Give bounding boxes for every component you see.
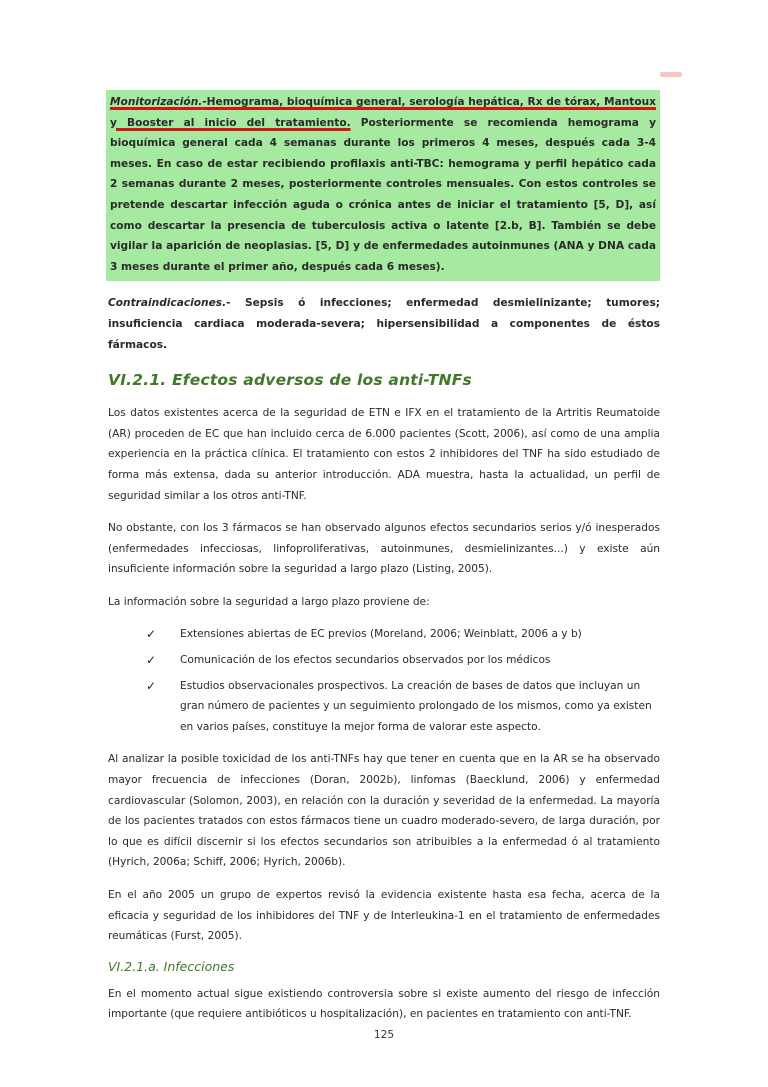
- monitoring-paragraph: [110, 92, 656, 277]
- list-item: [146, 650, 660, 671]
- contraindications-text: - Sepsis ó infecciones; enfermedad desmielinizante; tumores; insuficiencia cardiaca moderada-severa; hipersensibilidad a componentes de éstos fármacos.: [108, 297, 660, 351]
- paragraph-toxicity: Al analizar la posible toxicidad de los anti-TNFs hay que tener en cuenta que en la AR se ha observado mayor frecuencia de infecciones (Doran, 2002b), linfomas (Baecklund, 2006) y enfermedad cardiovascular (Solomon, 2003), en relación con la duración y severidad de la enfermedad. La mayoría de los pacientes tratados con estos fármacos tiene un cuadro moderado-severo, de larga duración, por lo que es difícil discernir si los efectos secundarios son atribuibles a la enfermedad ó al tratamiento (Hyrich, 2006a; Schiff, 2006; Hyrich, 2006b).: [108, 753, 660, 869]
- monitoring-highlight-block: [106, 90, 660, 281]
- monitoring-underlined-text: -Hemograma, bioquímica general, serología hepática, Rx de tórax, Mantoux y Booster al inicio del tratamiento.: [110, 96, 656, 129]
- list-item-text: Estudios observacionales prospectivos. La creación de bases de datos que incluyan un gran número de pacientes y un seguimiento prolongado de los mismos, como ya existen en varios países, constituye la mejor forma de valorar este aspecto.: [180, 679, 652, 733]
- document-page: [108, 90, 660, 1037]
- list-item: [146, 624, 660, 645]
- contraindications-paragraph: [108, 293, 660, 355]
- checkmark-icon: ✓: [146, 627, 157, 642]
- checkmark-icon: ✓: [146, 678, 157, 693]
- list-item-text: Extensiones abiertas de EC previos (Moreland, 2006; Weinblatt, 2006 a y b): [180, 628, 582, 641]
- contraindications-term: Contraindicaciones.: [108, 297, 227, 310]
- list-item: [146, 676, 660, 738]
- monitoring-term: Monitorización.: [110, 96, 203, 108]
- paragraph-adverse-effects: No obstante, con los 3 fármacos se han observado algunos efectos secundarios serios y/ó inesperados (enfermedades infecciosas, linfoproliferativas, autoinmunes, desmielinizantes...) y existe aún insuficiente información sobre la seguridad a largo plazo (Listing, 2005).: [108, 522, 660, 576]
- paragraph-safety-data: Los datos existentes acerca de la seguridad de ETN e IFX en el tratamiento de la Artritis Reumatoide (AR) proceden de EC que han incluido cerca de 6.000 pacientes (Scott, 2006), así como de una amplia experiencia en la práctica clínica. El tratamiento con estos 2 inhibidores del TNF ha sido estudiado de forma más extensa, dada su anterior introducción. ADA muestra, hasta la actualidad, un perfil de seguridad similar a los otros anti-TNF.: [108, 407, 660, 502]
- section-heading: VI.2.1. Efectos adversos de los anti-TNFs: [108, 371, 472, 390]
- highlight-mark: [660, 72, 682, 77]
- subsection-heading: VI.2.1.a. Infecciones: [108, 958, 235, 974]
- page-number: 125: [373, 1029, 395, 1041]
- checkmark-icon: ✓: [146, 653, 157, 668]
- paragraph-experts-review: En el año 2005 un grupo de expertos revisó la evidencia existente hasta esa fecha, acerca de la eficacia y seguridad de los inhibidores del TNF y de Interleukina-1 en el tratamiento de enfermedades reumáticas (Furst, 2005).: [108, 889, 660, 943]
- list-item-text: Comunicación de los efectos secundarios observados por los médicos: [180, 654, 551, 667]
- paragraph-long-term-source: La información sobre la seguridad a largo plazo proviene de:: [108, 595, 430, 608]
- source-list: [108, 624, 660, 737]
- paragraph-infections: En el momento actual sigue existiendo controversia sobre si existe aumento del riesgo de infección importante (que requiere antibióticos u hospitalización), en pacientes en tratamiento con anti-TNF.: [108, 987, 660, 1021]
- monitoring-text: Posteriormente se recomienda hemograma y bioquímica general cada 4 semanas durante los primeros 4 meses, después cada 3-4 meses. En caso de estar recibiendo profilaxis anti-TBC: hemograma y perfil hepático cada 2 semanas durante 2 meses, posteriormente controles mensuales. Con estos controles se pretende descartar infección aguda o crónica antes de iniciar el tratamiento [5, D], así como descartar la presencia de tuberculosis activa o latente [2.b, B]. También se debe vigilar la aparición de neoplasias. [5, D] y de enfermedades autoinmunes (ANA y DNA cada 3 meses durante el primer año, después cada 6 meses).: [110, 116, 656, 273]
